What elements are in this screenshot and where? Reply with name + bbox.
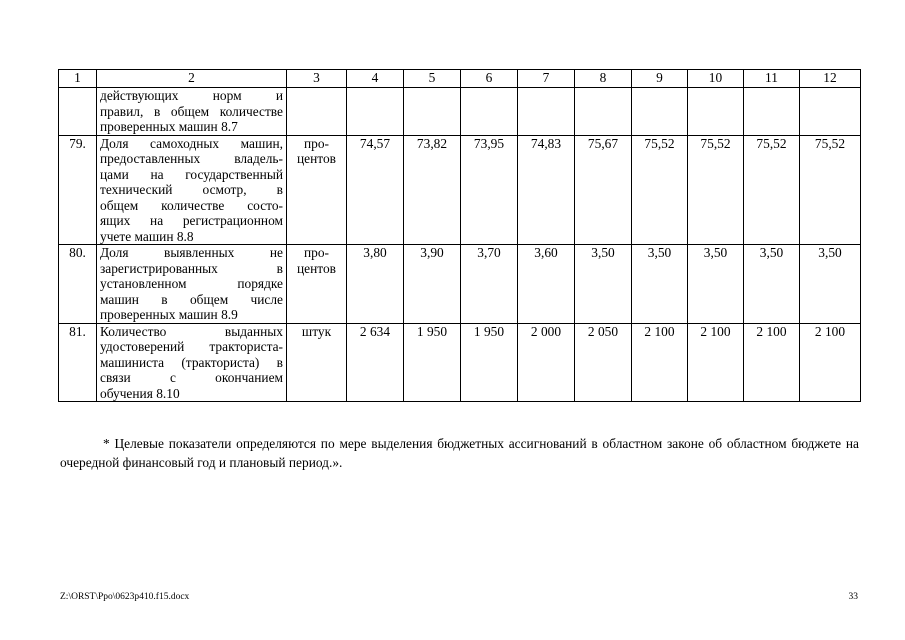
unit-cell <box>287 135 347 245</box>
indicator-name-line: проверенных машин 8.7 <box>100 119 238 134</box>
header-cell: 8 <box>575 70 632 88</box>
table-row <box>59 323 861 402</box>
indicator-name <box>97 323 287 402</box>
footnote: * Целевые показатели определяются по мере выделения бюджетных ассигнований в областном законе об областном бюджете на очередной финансовый год и плановый период.». <box>60 436 859 470</box>
value-cell: 75,52 <box>688 135 744 245</box>
value-cell: 3,70 <box>461 245 518 324</box>
value-cell: 2 634 <box>347 323 404 402</box>
header-cell: 3 <box>287 70 347 88</box>
table-row <box>59 135 861 245</box>
value-cell: 2 100 <box>744 323 800 402</box>
value-cell: 73,95 <box>461 135 518 245</box>
unit-cell <box>287 88 347 136</box>
footer-file-path: Z:\ORST\Ppo\0623p410.f15.docx <box>60 592 190 602</box>
value-cell: 3,90 <box>404 245 461 324</box>
unit-line: центов <box>297 260 336 276</box>
value-cell: 3,60 <box>518 245 575 324</box>
value-cell <box>632 88 688 136</box>
value-cell: 2 100 <box>632 323 688 402</box>
table-row <box>59 88 861 136</box>
row-number <box>59 88 97 136</box>
indicator-name-line: Доля выявленных не <box>100 245 283 260</box>
header-cell: 12 <box>800 70 861 88</box>
value-cell: 3,50 <box>800 245 861 324</box>
value-cell: 2 100 <box>800 323 861 402</box>
value-cell <box>800 88 861 136</box>
indicator-name-line: машин в общем числе <box>100 291 283 307</box>
value-cell: 75,67 <box>575 135 632 245</box>
value-cell: 3,50 <box>688 245 744 324</box>
indicator-name-line: учете машин 8.8 <box>100 228 194 244</box>
header-cell: 11 <box>744 70 800 88</box>
unit-line: штук <box>301 323 332 339</box>
value-cell: 3,50 <box>744 245 800 324</box>
indicator-name-line: технический осмотр, в <box>100 182 283 197</box>
indicator-name <box>97 88 287 136</box>
value-cell: 75,52 <box>632 135 688 245</box>
indicator-name-line: ящих на регистрационном <box>100 213 283 228</box>
value-cell: 1 950 <box>404 323 461 402</box>
indicators-table <box>58 69 861 402</box>
value-cell <box>744 88 800 136</box>
indicator-name-line: цами на государственный <box>100 166 283 182</box>
value-cell: 3,50 <box>575 245 632 324</box>
value-cell <box>404 88 461 136</box>
unit-cell <box>287 323 347 402</box>
header-cell: 4 <box>347 70 404 88</box>
unit-line: центов <box>297 151 336 166</box>
indicator-name-line: общем количестве состо- <box>100 197 283 213</box>
indicator-name-line: зарегистрированных в <box>100 260 283 276</box>
indicator-name-line: машиниста (тракториста) в <box>100 354 283 370</box>
indicator-name-line: предоставленных владель- <box>100 151 283 166</box>
indicator-name-line: связи с окончанием <box>100 370 283 385</box>
header-cell: 9 <box>632 70 688 88</box>
page-number: 33 <box>848 592 858 602</box>
indicator-name <box>97 135 287 245</box>
header-cell: 1 <box>59 70 97 88</box>
value-cell: 73,82 <box>404 135 461 245</box>
value-cell <box>461 88 518 136</box>
table-row <box>59 245 861 324</box>
indicator-name-line: установленном порядке <box>100 276 283 291</box>
indicator-name-line: проверенных машин 8.9 <box>100 307 238 322</box>
unit-cell <box>287 245 347 324</box>
value-cell: 1 950 <box>461 323 518 402</box>
value-cell: 2 050 <box>575 323 632 402</box>
row-number: 79. <box>59 135 97 245</box>
unit-line: про- <box>303 245 330 260</box>
value-cell <box>575 88 632 136</box>
value-cell: 2 100 <box>688 323 744 402</box>
indicator-name-line: Количество выданных <box>100 323 283 339</box>
value-cell: 2 000 <box>518 323 575 402</box>
indicator-name-line: удостоверений тракториста- <box>100 339 283 354</box>
table-header-row <box>59 70 861 88</box>
indicator-name-line: Доля самоходных машин, <box>100 135 283 151</box>
indicator-name <box>97 245 287 324</box>
value-cell <box>518 88 575 136</box>
value-cell <box>688 88 744 136</box>
indicator-name-line: действующих норм и <box>100 88 283 103</box>
header-cell: 5 <box>404 70 461 88</box>
value-cell: 3,50 <box>632 245 688 324</box>
value-cell <box>347 88 404 136</box>
value-cell: 75,52 <box>744 135 800 245</box>
header-cell: 7 <box>518 70 575 88</box>
indicator-name-line: правил, в общем количестве <box>100 103 283 119</box>
value-cell: 3,80 <box>347 245 404 324</box>
row-number: 81. <box>59 323 97 402</box>
header-cell: 2 <box>97 70 287 88</box>
header-cell: 10 <box>688 70 744 88</box>
indicator-name-line: обучения 8.10 <box>100 385 180 401</box>
header-cell: 6 <box>461 70 518 88</box>
value-cell: 75,52 <box>800 135 861 245</box>
row-number: 80. <box>59 245 97 324</box>
value-cell: 74,57 <box>347 135 404 245</box>
unit-line: про- <box>303 135 330 151</box>
value-cell: 74,83 <box>518 135 575 245</box>
